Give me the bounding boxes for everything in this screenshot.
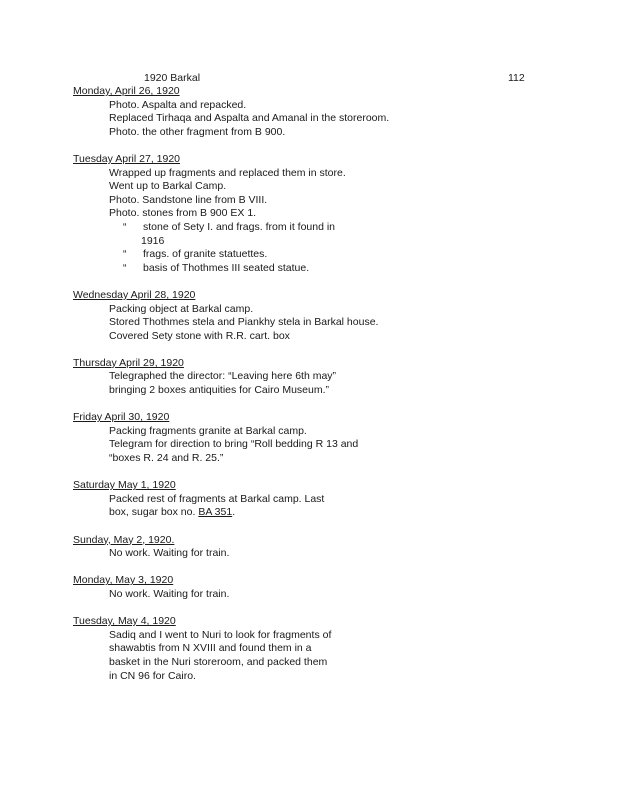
ditto-text: basis of Thothmes III seated statue. xyxy=(143,261,310,274)
ditto-mark: “ xyxy=(123,261,127,274)
entry-line: Photo. Sandstone line from B VIII. xyxy=(109,193,268,206)
entry-date: Friday April 30, 1920 xyxy=(73,411,170,424)
diary-entries xyxy=(73,85,553,697)
ditto-line xyxy=(73,221,553,235)
entry-line-prefix: box, sugar box no. xyxy=(109,506,199,519)
entry-date: Wednesday April 28, 1920 xyxy=(73,288,196,301)
entry-date: Saturday May 1, 1920 xyxy=(73,479,176,492)
diary-entry xyxy=(73,289,553,343)
entry-line: No work. Waiting for train. xyxy=(109,587,230,600)
entry-date: Monday, April 26, 1920 xyxy=(73,85,180,97)
ditto-mark: “ xyxy=(123,220,127,233)
entry-line: Photo. stones from B 900 EX 1. xyxy=(109,207,257,220)
entry-line: in CN 96 for Cairo. xyxy=(109,669,196,682)
entry-line: “boxes R. 24 and R. 25.” xyxy=(109,452,224,465)
diary-entry xyxy=(73,85,553,139)
entry-line: Packed rest of fragments at Barkal camp. Last xyxy=(109,492,325,505)
entry-line: basket in the Nuri storeroom, and packed them xyxy=(109,655,328,668)
entry-line: Packing fragments granite at Barkal camp. xyxy=(109,424,307,437)
entry-line: bringing 2 boxes antiquities for Cairo Museum.” xyxy=(109,384,330,397)
entry-line: Photo. Aspalta and repacked. xyxy=(109,98,247,111)
entry-date: Thursday April 29, 1920 xyxy=(73,356,184,369)
ditto-text: stone of Sety I. and frags. from it found in xyxy=(143,220,336,233)
entry-line: Went up to Barkal Camp. xyxy=(109,180,227,193)
entry-line: shawabtis from N XVIII and found them in a xyxy=(109,642,312,655)
entry-line: Wrapped up fragments and replaced them in store. xyxy=(109,166,346,179)
ditto-text: frags. of granite statuettes. xyxy=(143,248,268,261)
diary-entry xyxy=(73,411,553,465)
entry-line: Replaced Tirhaqa and Aspalta and Amanal in the storeroom. xyxy=(109,112,390,125)
page-number: 112 xyxy=(508,72,525,84)
entry-date: Tuesday April 27, 1920 xyxy=(73,152,181,165)
entry-line: No work. Waiting for train. xyxy=(109,547,230,560)
entry-date: Sunday, May 2, 1920. xyxy=(73,533,175,546)
entry-line: Covered Sety stone with R.R. cart. box xyxy=(109,329,290,342)
entry-line xyxy=(73,506,553,520)
entry-line: Telegram for direction to bring “Roll bedding R 13 and xyxy=(109,438,359,451)
entry-line: Sadiq and I went to Nuri to look for fragments of xyxy=(109,628,332,641)
page-header-title: 1920 Barkal xyxy=(144,72,201,84)
entry-line: Packing object at Barkal camp. xyxy=(109,302,254,315)
diary-entry xyxy=(73,357,553,398)
ditto-mark: “ xyxy=(123,248,127,261)
diary-entry xyxy=(73,534,553,561)
continuation-line: 1916 xyxy=(141,234,165,247)
entry-line: Stored Thothmes stela and Piankhy stela in Barkal house. xyxy=(109,316,379,329)
box-number: BA 351 xyxy=(198,506,233,519)
diary-entry xyxy=(73,153,553,275)
entry-line-suffix: . xyxy=(232,506,236,519)
entry-date: Tuesday, May 4, 1920 xyxy=(73,615,176,628)
entry-date: Monday, May 3, 1920 xyxy=(73,574,174,587)
entry-line: Photo. the other fragment from B 900. xyxy=(109,125,286,138)
diary-entry xyxy=(73,479,553,520)
diary-entry xyxy=(73,615,553,683)
entry-line: Telegraphed the director: “Leaving here 6th may” xyxy=(109,370,337,383)
ditto-line xyxy=(73,262,553,276)
diary-entry xyxy=(73,574,553,601)
ditto-line xyxy=(73,248,553,262)
